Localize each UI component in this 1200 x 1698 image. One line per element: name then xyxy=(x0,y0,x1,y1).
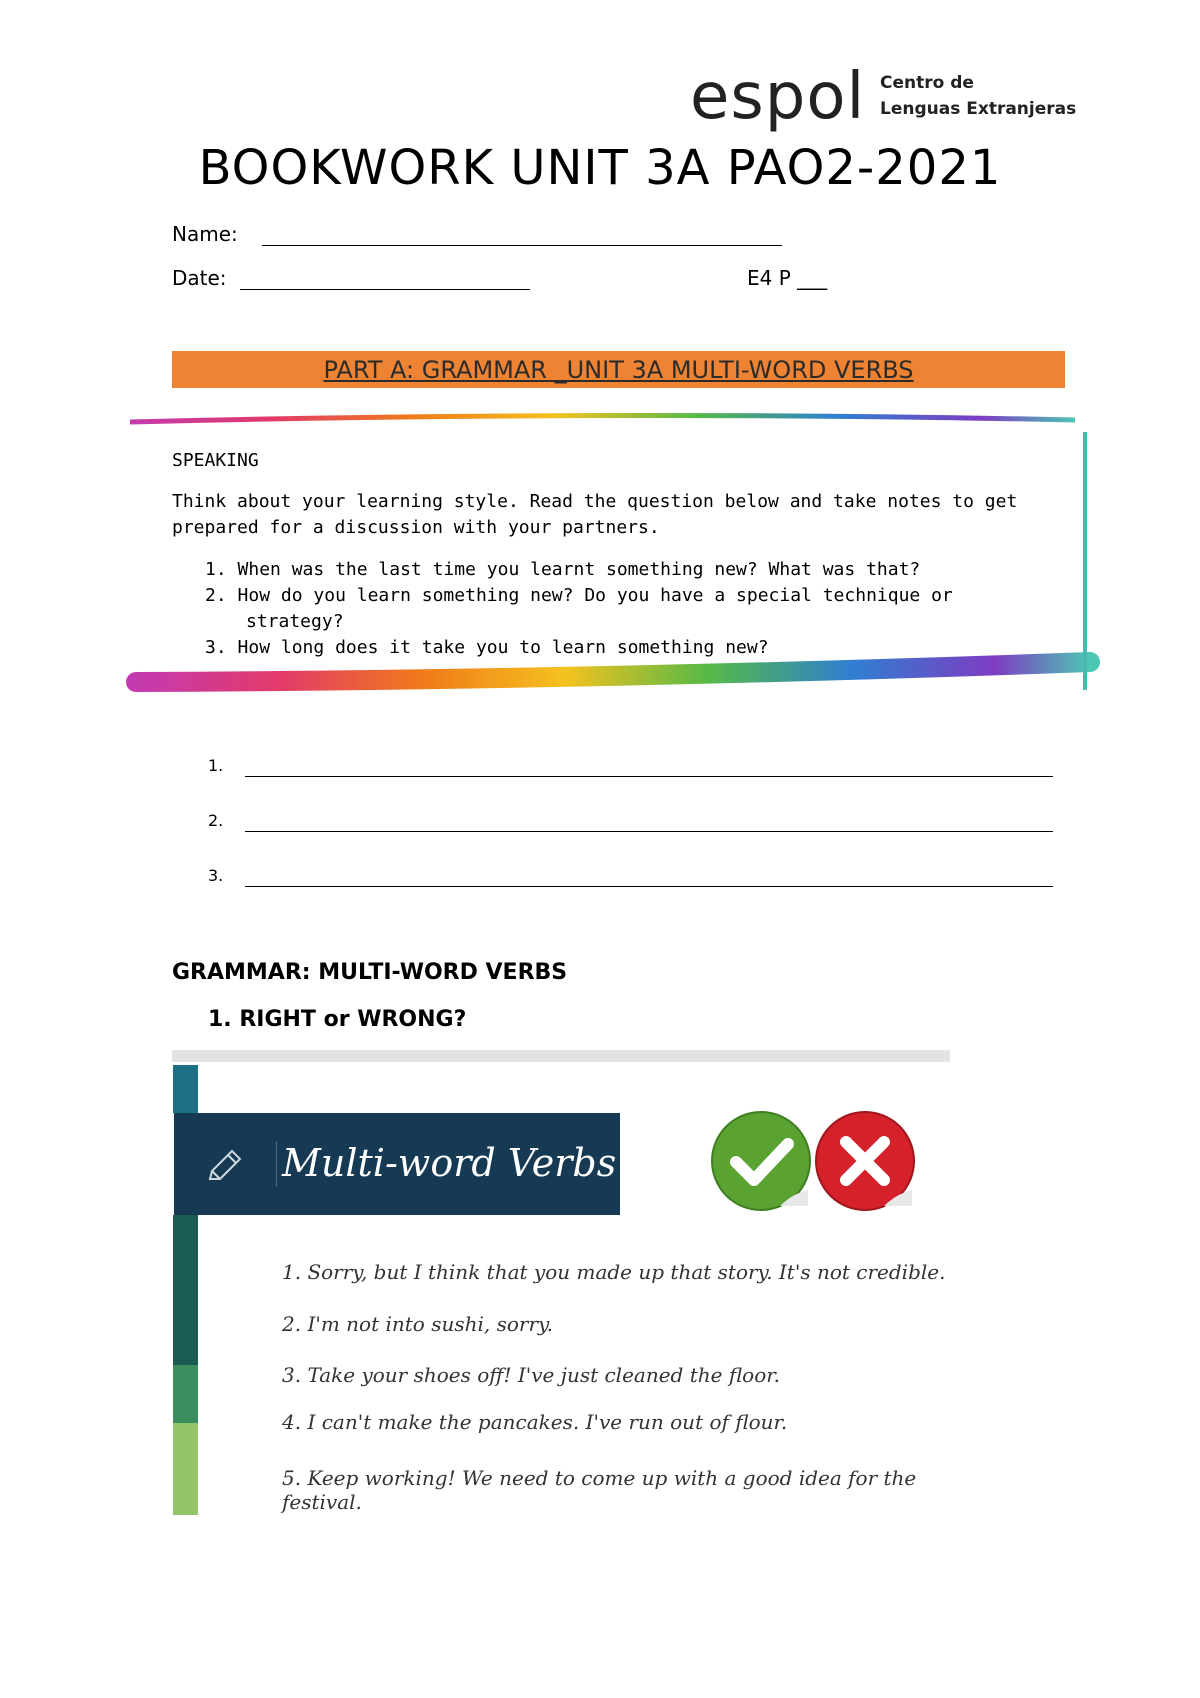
banner-title: Multi-word Verbs xyxy=(282,1141,617,1185)
answer-line-1[interactable] xyxy=(245,776,1053,777)
part-a-title: PART A: GRAMMAR _UNIT 3A MULTI-WORD VERBS xyxy=(323,356,914,384)
color-strip xyxy=(173,1365,198,1423)
espol-logo xyxy=(690,52,1090,142)
color-strip xyxy=(173,1423,198,1515)
sentence-item: 1. Sorry, but I think that you made up that story. It's not credible. xyxy=(282,1260,946,1284)
list-item xyxy=(205,557,953,583)
logo-subtitle xyxy=(880,70,1076,122)
multi-word-verbs-image xyxy=(172,1050,950,1520)
question-number: 1. xyxy=(205,559,227,580)
question-continuation: strategy? xyxy=(246,611,344,632)
exercise-title: 1. RIGHT or WRONG? xyxy=(208,1007,467,1032)
part-a-banner xyxy=(172,351,1065,388)
question-text: How do you learn something new? Do you have a special technique or xyxy=(237,585,953,606)
image-banner xyxy=(174,1113,620,1215)
answer-line-2[interactable] xyxy=(245,831,1053,832)
question-number: 2. xyxy=(205,585,227,606)
speaking-intro-line1: Think about your learning style. Read the question below and take notes to get xyxy=(172,491,1018,512)
color-strip xyxy=(173,1065,198,1113)
cross-icon xyxy=(814,1110,916,1212)
name-label: Name: xyxy=(172,222,238,246)
color-strip xyxy=(173,1215,198,1365)
check-icon xyxy=(710,1110,812,1212)
list-item xyxy=(205,635,953,661)
logo-subtitle-line1: Centro de xyxy=(880,73,974,93)
grammar-heading: GRAMMAR: MULTI-WORD VERBS xyxy=(172,960,568,985)
image-top-bar xyxy=(172,1050,950,1062)
list-item xyxy=(205,583,953,609)
answer-number: 3. xyxy=(208,866,224,885)
sentence-item: 4. I can't make the pancakes. I've run out of flour. xyxy=(282,1410,788,1434)
question-text: When was the last time you learnt something new? What was that? xyxy=(237,559,921,580)
name-field[interactable] xyxy=(262,245,782,246)
logo-wordmark: espol xyxy=(690,60,866,134)
speaking-heading: SPEAKING xyxy=(172,450,259,471)
speaking-question-list xyxy=(205,557,953,661)
banner-separator xyxy=(276,1141,277,1187)
sentence-item: 3. Take your shoes off! I've just cleaned the floor. xyxy=(282,1363,780,1387)
class-label: E4 P ___ xyxy=(747,266,828,290)
pencil-icon xyxy=(204,1147,244,1187)
sentence-item: 5. Keep working! We need to come up with a good idea for the festival. xyxy=(282,1466,917,1514)
answer-line-3[interactable] xyxy=(245,886,1053,887)
answer-number: 1. xyxy=(208,756,224,775)
logo-subtitle-line2: Lenguas Extranjeras xyxy=(880,99,1077,119)
question-number: 3. xyxy=(205,637,227,658)
date-field[interactable] xyxy=(240,289,530,290)
question-text: How long does it take you to learn something new? xyxy=(237,637,769,658)
page-title: BOOKWORK UNIT 3A PAO2-2021 xyxy=(198,140,1002,196)
sentence-item: 2. I'm not into sushi, sorry. xyxy=(282,1312,554,1336)
answer-number: 2. xyxy=(208,811,224,830)
speaking-intro-line2: prepared for a discussion with your partners. xyxy=(172,517,660,538)
date-label: Date: xyxy=(172,266,227,290)
